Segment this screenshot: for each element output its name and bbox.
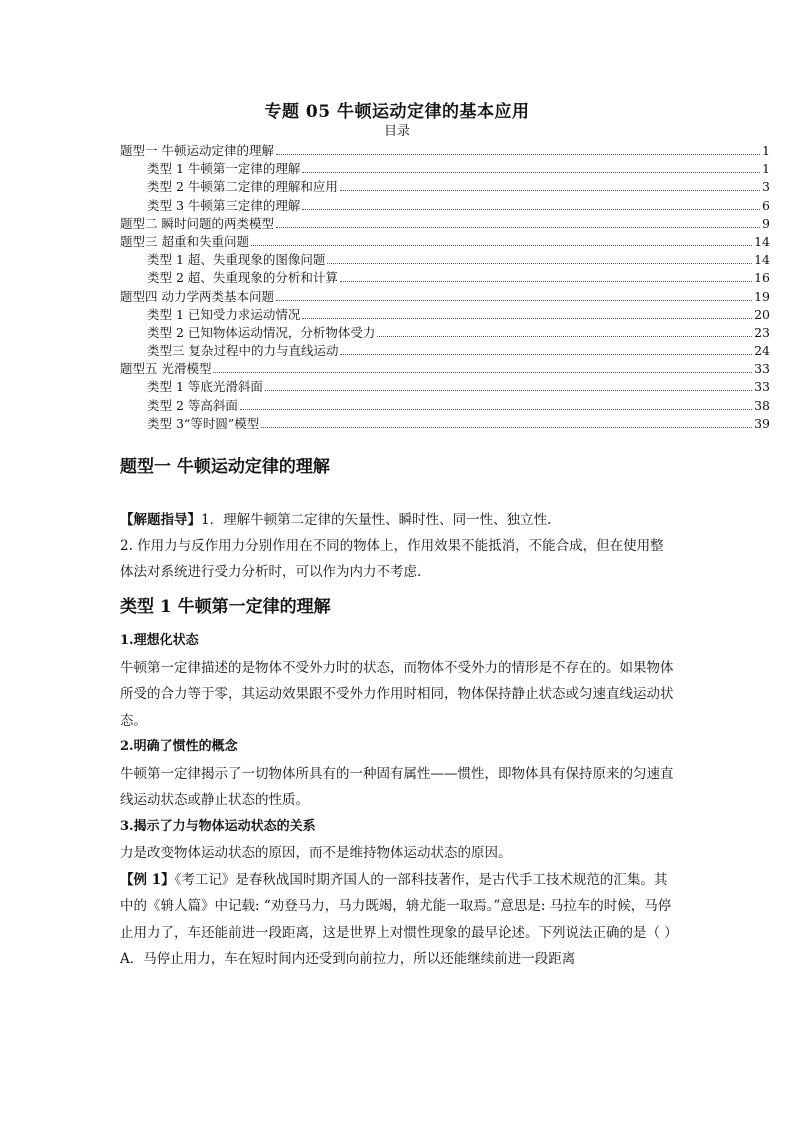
toc-entry[interactable] xyxy=(120,414,770,432)
toc-entry[interactable] xyxy=(120,305,770,323)
toc-entry-label: 类型 3 牛顿第三定律的理解 xyxy=(147,197,301,213)
toc-entry-label: 题型一 牛顿运动定律的理解 xyxy=(120,143,274,158)
toc-entry-page: 20 xyxy=(754,306,770,322)
toc-entry-page: 39 xyxy=(754,415,770,431)
toc-entry-page: 23 xyxy=(754,324,770,340)
toc-entry[interactable] xyxy=(120,268,770,286)
toc-entry-label: 题型五 光滑模型 xyxy=(120,361,212,377)
toc-leader-dots xyxy=(276,154,760,155)
option-a: A．马停止用力，车在短时间内还受到向前拉力，所以还能继续前进一段距离 xyxy=(120,951,576,967)
body-content xyxy=(120,628,678,973)
subsection-heading: 类型 1 牛顿第一定律的理解 xyxy=(120,597,331,617)
toc-entry[interactable] xyxy=(120,287,770,305)
toc-entry[interactable] xyxy=(120,159,770,177)
toc-entry-label: 类型 2 超、失重现象的分析和计算 xyxy=(147,270,338,286)
toc-entry-page: 19 xyxy=(754,288,770,304)
toc-leader-dots xyxy=(340,354,752,355)
toc-entry-label: 类型 2 已知物体运动情况，分析物体受力 xyxy=(147,324,376,340)
toc-leader-dots xyxy=(276,227,760,228)
toc-entry-label: 题型四 动力学两类基本问题 xyxy=(120,288,274,304)
point-text: 力是改变物体运动状态的原因，而不是维持物体运动状态的原因。 xyxy=(120,845,512,861)
toc-entry-page: 14 xyxy=(754,233,770,249)
toc-entry-label: 类型 1 牛顿第一定律的理解 xyxy=(147,161,301,177)
point-heading: 3.揭示了力与物体运动状态的关系 xyxy=(120,818,316,834)
toc-heading: 目录 xyxy=(383,124,410,139)
toc-entry-label: 类型 1 超、失重现象的图像问题 xyxy=(147,252,326,268)
toc-entry[interactable] xyxy=(120,177,770,195)
document-title: 专题 05 牛顿运动定律的基本应用 xyxy=(264,102,530,122)
toc-leader-dots xyxy=(251,245,752,246)
toc-entry[interactable] xyxy=(120,250,770,268)
toc-entry-label: 类型三 复杂过程中的力与直线运动 xyxy=(147,343,339,359)
toc-entry-label: 题型二 瞬时问题的两类模型 xyxy=(120,215,274,231)
toc-entry-label: 类型 2 等高斜面 xyxy=(147,397,238,413)
point-text: 牛顿第一定律揭示了一切物体所具有的一种固有属性——惯性，即物体具有保持原来的匀速直线运动状态或静止状态的性质。 xyxy=(120,765,674,808)
toc-leader-dots xyxy=(302,318,752,319)
toc-entry[interactable] xyxy=(120,214,770,232)
toc-entry-page: 9 xyxy=(762,215,770,231)
toc-leader-dots xyxy=(213,372,752,373)
toc-leader-dots xyxy=(302,172,760,173)
example-text: 《考工记》是春秋战国时期齐国人的一部科技著作，是古代手工技术规范的汇集。其中的《辀人篇》中记载: “劝登马力，马力既竭，辀尤能一取焉。”意思是: 马拉车的时候，马停止用力了，车还能前进一段距离，这是世界上对惯性现象的最早论述。下列说法正确的是（ ） xyxy=(120,871,678,941)
toc-entry-page: 14 xyxy=(754,252,770,268)
section-heading: 题型一 牛顿运动定律的理解 xyxy=(120,457,330,477)
toc-entry-page: 38 xyxy=(754,397,770,413)
toc-entry[interactable] xyxy=(120,141,770,159)
point-heading: 1.理想化状态 xyxy=(120,633,199,648)
example-question xyxy=(120,867,678,947)
example-tag: 【例 1】 xyxy=(120,871,175,888)
toc-leader-dots xyxy=(340,281,752,282)
guide-tag: 【解题指导】 xyxy=(120,512,201,528)
toc-leader-dots xyxy=(377,336,752,337)
toc-leader-dots xyxy=(302,209,760,210)
toc-entry-page: 16 xyxy=(754,270,770,286)
toc-entry-label: 类型 1 等底光滑斜面 xyxy=(147,379,263,395)
guide-line-1: 1．理解牛顿第二定律的矢量性、瞬时性、同一性、独立性. xyxy=(201,512,552,528)
toc-entry[interactable] xyxy=(120,341,770,359)
toc-leader-dots xyxy=(261,427,752,428)
toc-entry[interactable] xyxy=(120,377,770,395)
point-heading: 2.明确了惯性的概念 xyxy=(120,739,238,754)
toc-entry-page: 1 xyxy=(762,161,770,177)
toc-entry[interactable] xyxy=(120,196,770,214)
toc-entry-page: 6 xyxy=(762,197,770,213)
toc-entry-label: 类型 2 牛顿第二定律的理解和应用 xyxy=(147,179,338,195)
toc-entry-label: 题型三 超重和失重问题 xyxy=(120,233,249,249)
solving-guide xyxy=(120,507,675,585)
guide-line-2: 2. 作用力与反作用力分别作用在不同的物体上，作用效果不能抵消，不能合成，但在使用整体法对系统进行受力分析时，可以作为内力不考虑. xyxy=(120,538,664,580)
toc-entry[interactable] xyxy=(120,396,770,414)
toc-entry-page: 3 xyxy=(762,179,770,195)
toc-entry-page: 33 xyxy=(754,361,770,377)
point-text: 牛顿第一定律描述的是物体不受外力时的状态，而物体不受外力的情形是不存在的。如果物体所受的合力等于零，其运动效果跟不受外力作用时相同，物体保持静止状态或匀速直线运动状态。 xyxy=(120,659,674,729)
toc-entry-page: 1 xyxy=(762,143,770,158)
toc-leader-dots xyxy=(276,300,752,301)
toc-entry[interactable] xyxy=(120,323,770,341)
toc-entry-label: 类型 1 已知受力求运动情况 xyxy=(147,306,301,322)
table-of-contents xyxy=(120,141,770,432)
toc-leader-dots xyxy=(327,263,752,264)
toc-entry-page: 33 xyxy=(754,379,770,395)
toc-entry[interactable] xyxy=(120,232,770,250)
toc-leader-dots xyxy=(265,390,752,391)
toc-entry-label: 类型 3“等时圆”模型 xyxy=(147,415,260,431)
toc-entry-page: 24 xyxy=(754,343,770,359)
toc-entry[interactable] xyxy=(120,359,770,377)
toc-leader-dots xyxy=(240,409,752,410)
toc-leader-dots xyxy=(340,190,760,191)
